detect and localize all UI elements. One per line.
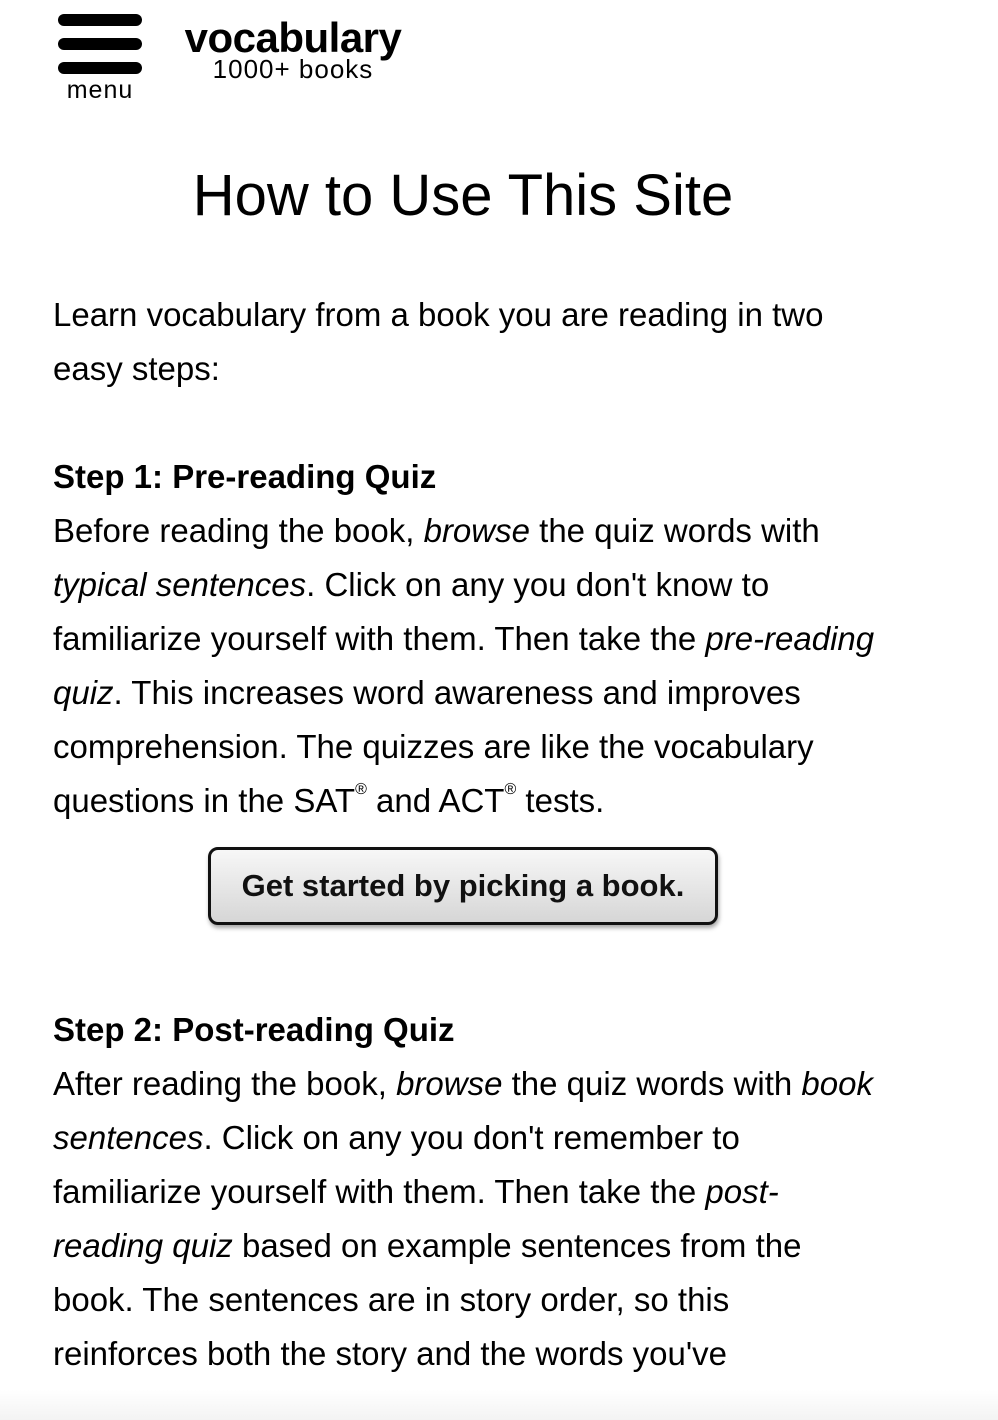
site-header: [0, 0, 998, 120]
intro-paragraph: Learn vocabulary from a book you are reading in two easy steps:: [53, 296, 824, 387]
text-span: tests.: [516, 782, 605, 819]
cta-container: [53, 847, 873, 925]
menu-button[interactable]: [58, 14, 142, 104]
emphasis-browse: browse: [423, 512, 530, 549]
text-span: . Click on any you don't remember to familiarize yourself with them. Then take the: [53, 1119, 740, 1210]
hamburger-icon: [58, 14, 142, 76]
text-span: the quiz words with: [502, 1065, 802, 1102]
menu-label: menu: [66, 76, 134, 104]
emphasis-typical-sentences: typical sentences: [53, 566, 307, 603]
registered-mark: ®: [355, 781, 367, 798]
step2-paragraph: [53, 1057, 883, 1381]
step1-paragraph: [53, 504, 883, 828]
text-span: After reading the book,: [53, 1065, 397, 1102]
brand-subtitle: 1000+ books: [212, 54, 374, 84]
emphasis-post-reading-quiz: post-reading quiz: [53, 1173, 779, 1264]
text-span: . Click on any you don't know to familiarize yourself with them. Then take the: [53, 566, 770, 657]
text-span: Before reading the book,: [53, 512, 424, 549]
step2-heading: Step 2: Post-reading Quiz: [53, 1011, 455, 1048]
site-logo-link[interactable]: [178, 14, 408, 82]
text-span: and: [366, 782, 439, 819]
text-span: . This increases word awareness and improves comprehension. The quizzes are like the vocabulary questions in the: [53, 674, 814, 819]
pick-book-button[interactable]: Get started by picking a book.: [208, 847, 718, 925]
emphasis-pre-reading-quiz: pre-reading quiz: [53, 620, 875, 711]
emphasis-book-sentences: book sentences: [53, 1065, 873, 1156]
brand-title: vocabulary: [184, 14, 402, 61]
act-text: ACT: [438, 782, 505, 819]
sat-text: SAT: [293, 782, 356, 819]
text-span: based on example sentences from the book. The sentences are in story order, so this reinforces both the story and the words you've: [53, 1227, 802, 1372]
main-content: [53, 160, 883, 1381]
step1-heading: Step 1: Pre-reading Quiz: [53, 458, 437, 495]
text-span: the quiz words with: [529, 512, 820, 549]
emphasis-browse: browse: [396, 1065, 503, 1102]
page-title: How to Use This Site: [192, 163, 734, 228]
bottom-fade: [0, 1390, 998, 1420]
registered-mark: ®: [504, 781, 517, 798]
